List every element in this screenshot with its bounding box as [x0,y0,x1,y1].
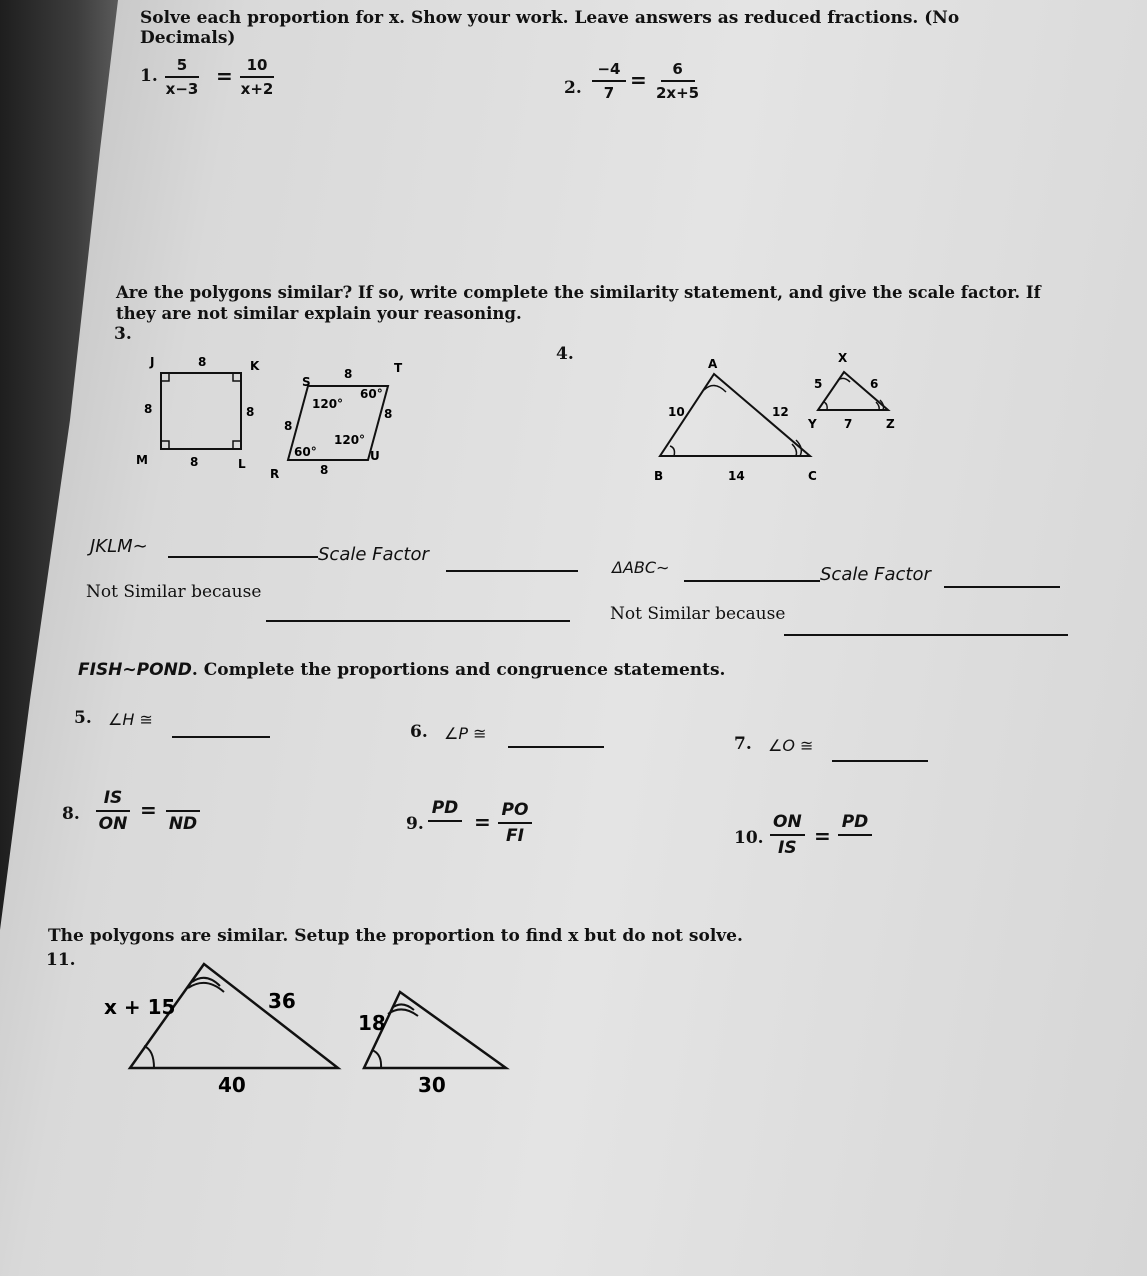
small-triangle-left-arc [372,1050,381,1068]
not-similar-blank-4[interactable] [784,634,1068,636]
not-similar-label-3: Not Similar because [86,582,262,602]
problem-5-blank[interactable] [172,736,270,738]
small-left-side-label: 18 [358,1011,386,1035]
side-bc-label: 14 [728,469,745,483]
small-bottom-side-label: 30 [418,1073,446,1097]
p1-left-numerator: 5 [165,56,199,78]
vertex-z-label: Z [886,417,895,431]
angle-x-arc [838,378,850,382]
p1-right-denominator: x+2 [240,80,274,98]
instructions-setup-proportion: The polygons are similar. Setup the proportion to find x but do not solve. [48,926,743,946]
problem-10-left-fraction [770,812,805,858]
problem-2-right-fraction [656,60,699,102]
p9-numerator: PD [428,798,462,822]
not-similar-blank-3[interactable] [266,620,570,622]
side-bottom-label: 8 [320,463,329,477]
problem-8-right-fraction [166,788,200,834]
scale-factor-blank-4[interactable] [944,586,1060,588]
problem-7-number: 7. [734,734,752,754]
problem-8-number: 8. [62,804,80,824]
side-right-label: 8 [246,405,255,419]
vertex-a-label: A [708,357,718,371]
p9-left-denominator-blank[interactable] [442,822,448,844]
side-top-label: 8 [198,355,207,369]
p8-denominator: ON [98,814,128,834]
equals-sign: = [814,824,831,848]
problem-1-number: 1. [140,66,158,86]
equals-sign: = [630,68,647,92]
vertex-m-label: M [136,453,148,467]
big-bottom-side-label: 40 [218,1073,246,1097]
equals-sign: = [474,810,491,834]
p8-numerator: IS [96,788,130,812]
vertex-b-label: B [654,469,664,483]
square-outline [161,373,241,449]
side-left-label: 8 [144,402,153,416]
scale-factor-blank-3[interactable] [446,570,578,572]
side-right-label: 8 [384,407,393,421]
p1-left-denominator: x−3 [165,80,199,98]
p8-right-numerator-blank[interactable] [166,788,200,812]
vertex-t-label: T [394,361,403,375]
side-xy-label: 5 [814,377,823,391]
instructions-proportions: Solve each proportion for x. Show your work. Leave answers as reduced fractions. (No Decimals) [140,8,960,48]
problem-3-number: 3. [114,324,132,344]
p2-right-numerator: 6 [661,60,695,82]
problem-7-expression: ∠O ≅ [768,736,814,755]
p2-right-denominator: 2x+5 [656,84,700,102]
vertex-r-label: R [270,467,280,481]
abc-similarity-label: ΔABC∼ [612,558,670,577]
scale-factor-label-4: Scale Factor [820,564,931,585]
p10-right-numerator: PD [838,812,872,836]
big-right-side-label: 36 [268,989,296,1013]
side-left-label: 8 [284,419,293,433]
equals-sign: = [140,798,157,822]
big-triangle-left-arc [144,1046,154,1068]
angle-u-label: 120° [334,433,366,447]
side-yz-label: 7 [844,417,853,431]
fish-pond-heading [78,660,725,680]
scale-factor-label-3: Scale Factor [318,544,429,565]
vertex-c-label: C [808,469,817,483]
problem-8-left-fraction [96,788,130,834]
square-jklm-figure [130,350,270,480]
jklm-similarity-label: JKLM∼ [90,536,148,557]
vertex-y-label: Y [808,417,817,431]
angle-s-label: 120° [312,397,344,411]
triangle-xyz-figure [800,344,910,436]
side-xz-label: 6 [870,377,879,391]
jklm-similarity-blank[interactable] [168,556,318,558]
vertex-u-label: U [370,449,380,463]
not-similar-label-4: Not Similar because [610,604,786,624]
vertex-s-label: S [302,375,311,389]
p10-right-denominator-blank[interactable] [852,836,858,858]
side-ac-label: 12 [772,405,789,419]
p9-right-denominator: FI [506,826,524,846]
problem-6-expression: ∠P ≅ [444,724,487,743]
rhombus-rstu-figure [262,356,422,484]
big-triangle-top-arcs [188,978,224,992]
problem-6-number: 6. [410,722,428,742]
equals-sign: = [216,64,233,88]
problem-1-left-fraction [165,56,199,98]
problem-2-number: 2. [564,78,582,98]
p9-right-numerator: PO [498,800,532,824]
p2-left-denominator: 7 [603,84,615,102]
angle-t-label: 60° [360,387,383,401]
vertex-l-label: L [238,457,246,471]
problem-5-expression: ∠H ≅ [108,710,153,729]
side-bottom-label: 8 [190,455,199,469]
vertex-j-label: J [150,355,155,369]
instructions-similarity: Are the polygons similar? If so, write complete the similarity statement, and give the scale factor. If they are not similar explain your reasoning. [116,283,1041,323]
angle-r-label: 60° [294,445,317,459]
p1-right-numerator: 10 [240,56,274,78]
problem-10-number: 10. [734,828,764,848]
problem-10-right-fraction [838,812,872,858]
angle-b-arc [670,446,675,456]
angle-y-arc [824,402,827,410]
side-ab-label: 10 [668,405,685,419]
problem-2-left-fraction [592,60,626,102]
problem-9-number: 9. [406,814,424,834]
p10-numerator: ON [770,812,805,836]
problem-11-number: 11. [46,950,76,970]
abc-similarity-blank[interactable] [684,580,820,582]
fish-pond-name: FISH∼POND [78,660,192,680]
fish-pond-instructions: . Complete the proportions and congruence statements. [191,660,726,680]
vertex-x-label: X [838,351,848,365]
problem-9-left-fraction [428,798,462,844]
p8-right-denominator: ND [168,814,198,834]
problem-5-number: 5. [74,708,92,728]
p10-denominator: IS [778,838,797,858]
problem-9-right-fraction [498,800,532,846]
side-top-label: 8 [344,367,353,381]
problem-6-blank[interactable] [508,746,604,748]
big-left-side-label: x + 15 [104,995,176,1019]
right-angle-marks [161,373,241,449]
problem-1-right-fraction [240,56,274,98]
p2-left-numerator: −4 [592,60,626,82]
angle-a-arc [704,385,726,392]
problem-4-number: 4. [556,344,574,364]
problem-7-blank[interactable] [832,760,928,762]
vertex-k-label: K [250,359,260,373]
problem-11-triangles-figure [96,954,526,1104]
